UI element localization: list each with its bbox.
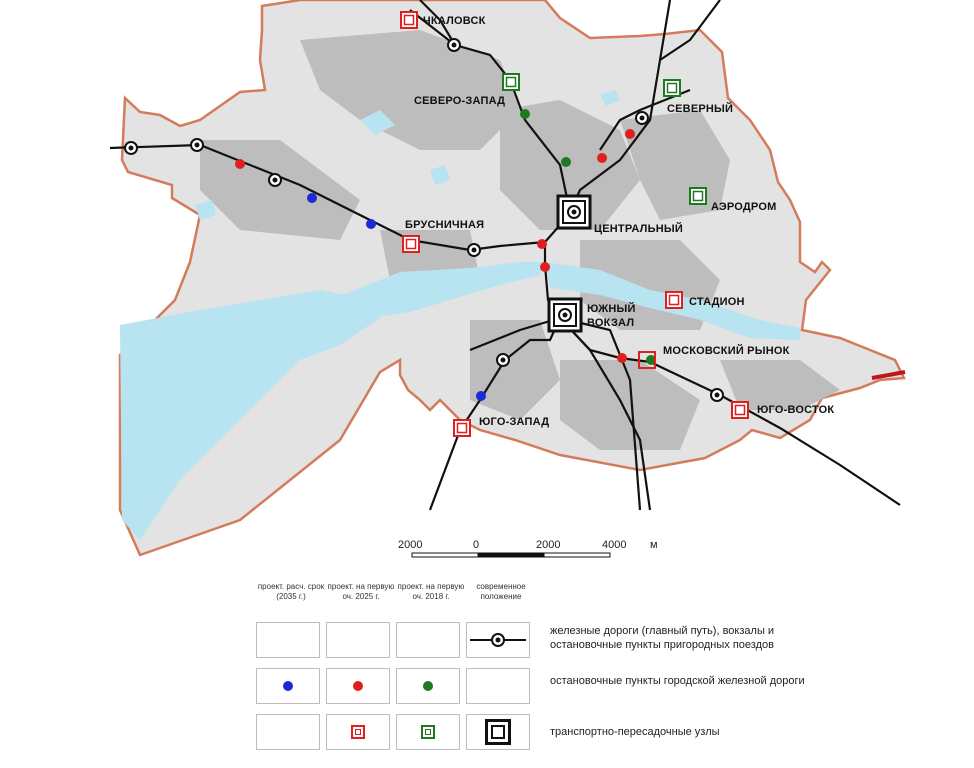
blue-dot-icon — [283, 681, 293, 691]
legend-cell — [396, 714, 460, 750]
legend-cell — [396, 622, 460, 658]
legend-cell — [256, 622, 320, 658]
legend-col-2018: проект. на первую оч. 2018 г. — [397, 582, 465, 601]
label-severny: СЕВЕРНЫЙ — [667, 103, 734, 115]
stop-2025 — [597, 153, 607, 163]
stop-2025 — [617, 353, 627, 363]
existing-stop — [636, 112, 648, 124]
legend-cell — [396, 668, 460, 704]
existing-stop — [711, 389, 723, 401]
existing-stop — [269, 174, 281, 186]
legend-cell — [466, 714, 530, 750]
label-centralny: ЦЕНТРАЛЬНЫЙ — [594, 223, 683, 235]
stop-2035 — [476, 391, 486, 401]
existing-stop — [125, 142, 137, 154]
scale-unit: м — [650, 539, 658, 551]
green-dot-icon — [423, 681, 433, 691]
label-yugo-vostok: ЮГО-ВОСТОК — [757, 404, 835, 416]
label-vokzal: ВОКЗАЛ — [587, 317, 635, 329]
legend-cell — [256, 714, 320, 750]
hub-2025 — [666, 292, 682, 308]
red-dot-icon — [353, 681, 363, 691]
scale-tick-label: 2000 — [536, 539, 561, 551]
label-yugo-zapad: ЮГО-ЗАПАД — [479, 416, 550, 428]
scale-tick-label: 4000 — [602, 539, 627, 551]
label-yuzhny: ЮЖНЫЙ — [587, 303, 636, 315]
stop-2025 — [625, 129, 635, 139]
stop-2025 — [537, 239, 547, 249]
stop-2018 — [561, 157, 571, 167]
label-chkalovsk: ЧКАЛОВСК — [423, 15, 486, 27]
red-hub-icon — [351, 725, 365, 739]
railway-stop-icon — [468, 630, 528, 650]
label-moskovsky-rynok: МОСКОВСКИЙ РЫНОК — [663, 345, 790, 357]
scale-bar — [398, 539, 658, 557]
hub-2025 — [401, 12, 417, 28]
legend-col-existing: современное положение — [476, 582, 526, 601]
label-aerodrom: АЭРОДРОМ — [711, 201, 777, 213]
label-stadion: СТАДИОН — [689, 296, 745, 308]
legend-cell — [326, 622, 390, 658]
hub-2018 — [503, 74, 519, 90]
scale-tick-label: 0 — [473, 539, 480, 551]
hub-2025 — [732, 402, 748, 418]
existing-stop — [191, 139, 203, 151]
label-brusnichnaya: БРУСНИЧНАЯ — [405, 219, 485, 231]
existing-stop — [448, 39, 460, 51]
map-legend — [250, 582, 950, 762]
legend-text-city-stops: остановочные пункты городской железной дороги — [550, 675, 805, 687]
hub-existing — [549, 299, 581, 331]
legend-cell — [326, 668, 390, 704]
stop-2018 — [520, 109, 530, 119]
existing-stop — [468, 244, 480, 256]
legend-cell — [466, 668, 530, 704]
stop-2035 — [366, 219, 376, 229]
scale-tick-label: 2000 — [398, 539, 423, 551]
hub-2025 — [403, 236, 419, 252]
legend-cell — [256, 668, 320, 704]
legend-cell — [326, 714, 390, 750]
legend-text-hubs: транспортно-пересадочные узлы — [550, 726, 720, 738]
hub-2018 — [664, 80, 680, 96]
hub-2025 — [454, 420, 470, 436]
hub-2018 — [690, 188, 706, 204]
existing-stop — [497, 354, 509, 366]
legend-col-2035: проект. расч. срок (2035 г.) — [257, 582, 325, 601]
stop-2025 — [235, 159, 245, 169]
legend-col-2025: проект. на первую оч. 2025 г. — [327, 582, 395, 601]
label-severo-zapad: СЕВЕРО-ЗАПАД — [414, 95, 506, 107]
legend-cell-railway — [466, 622, 530, 658]
stop-2035 — [307, 193, 317, 203]
hub-existing — [558, 196, 590, 228]
stop-2025 — [540, 262, 550, 272]
black-hub-icon — [485, 719, 511, 745]
legend-text-railway: железные дороги (главный путь), вокзалы и остановочные пункты пригородных поездов — [550, 625, 775, 651]
green-hub-icon — [421, 725, 435, 739]
